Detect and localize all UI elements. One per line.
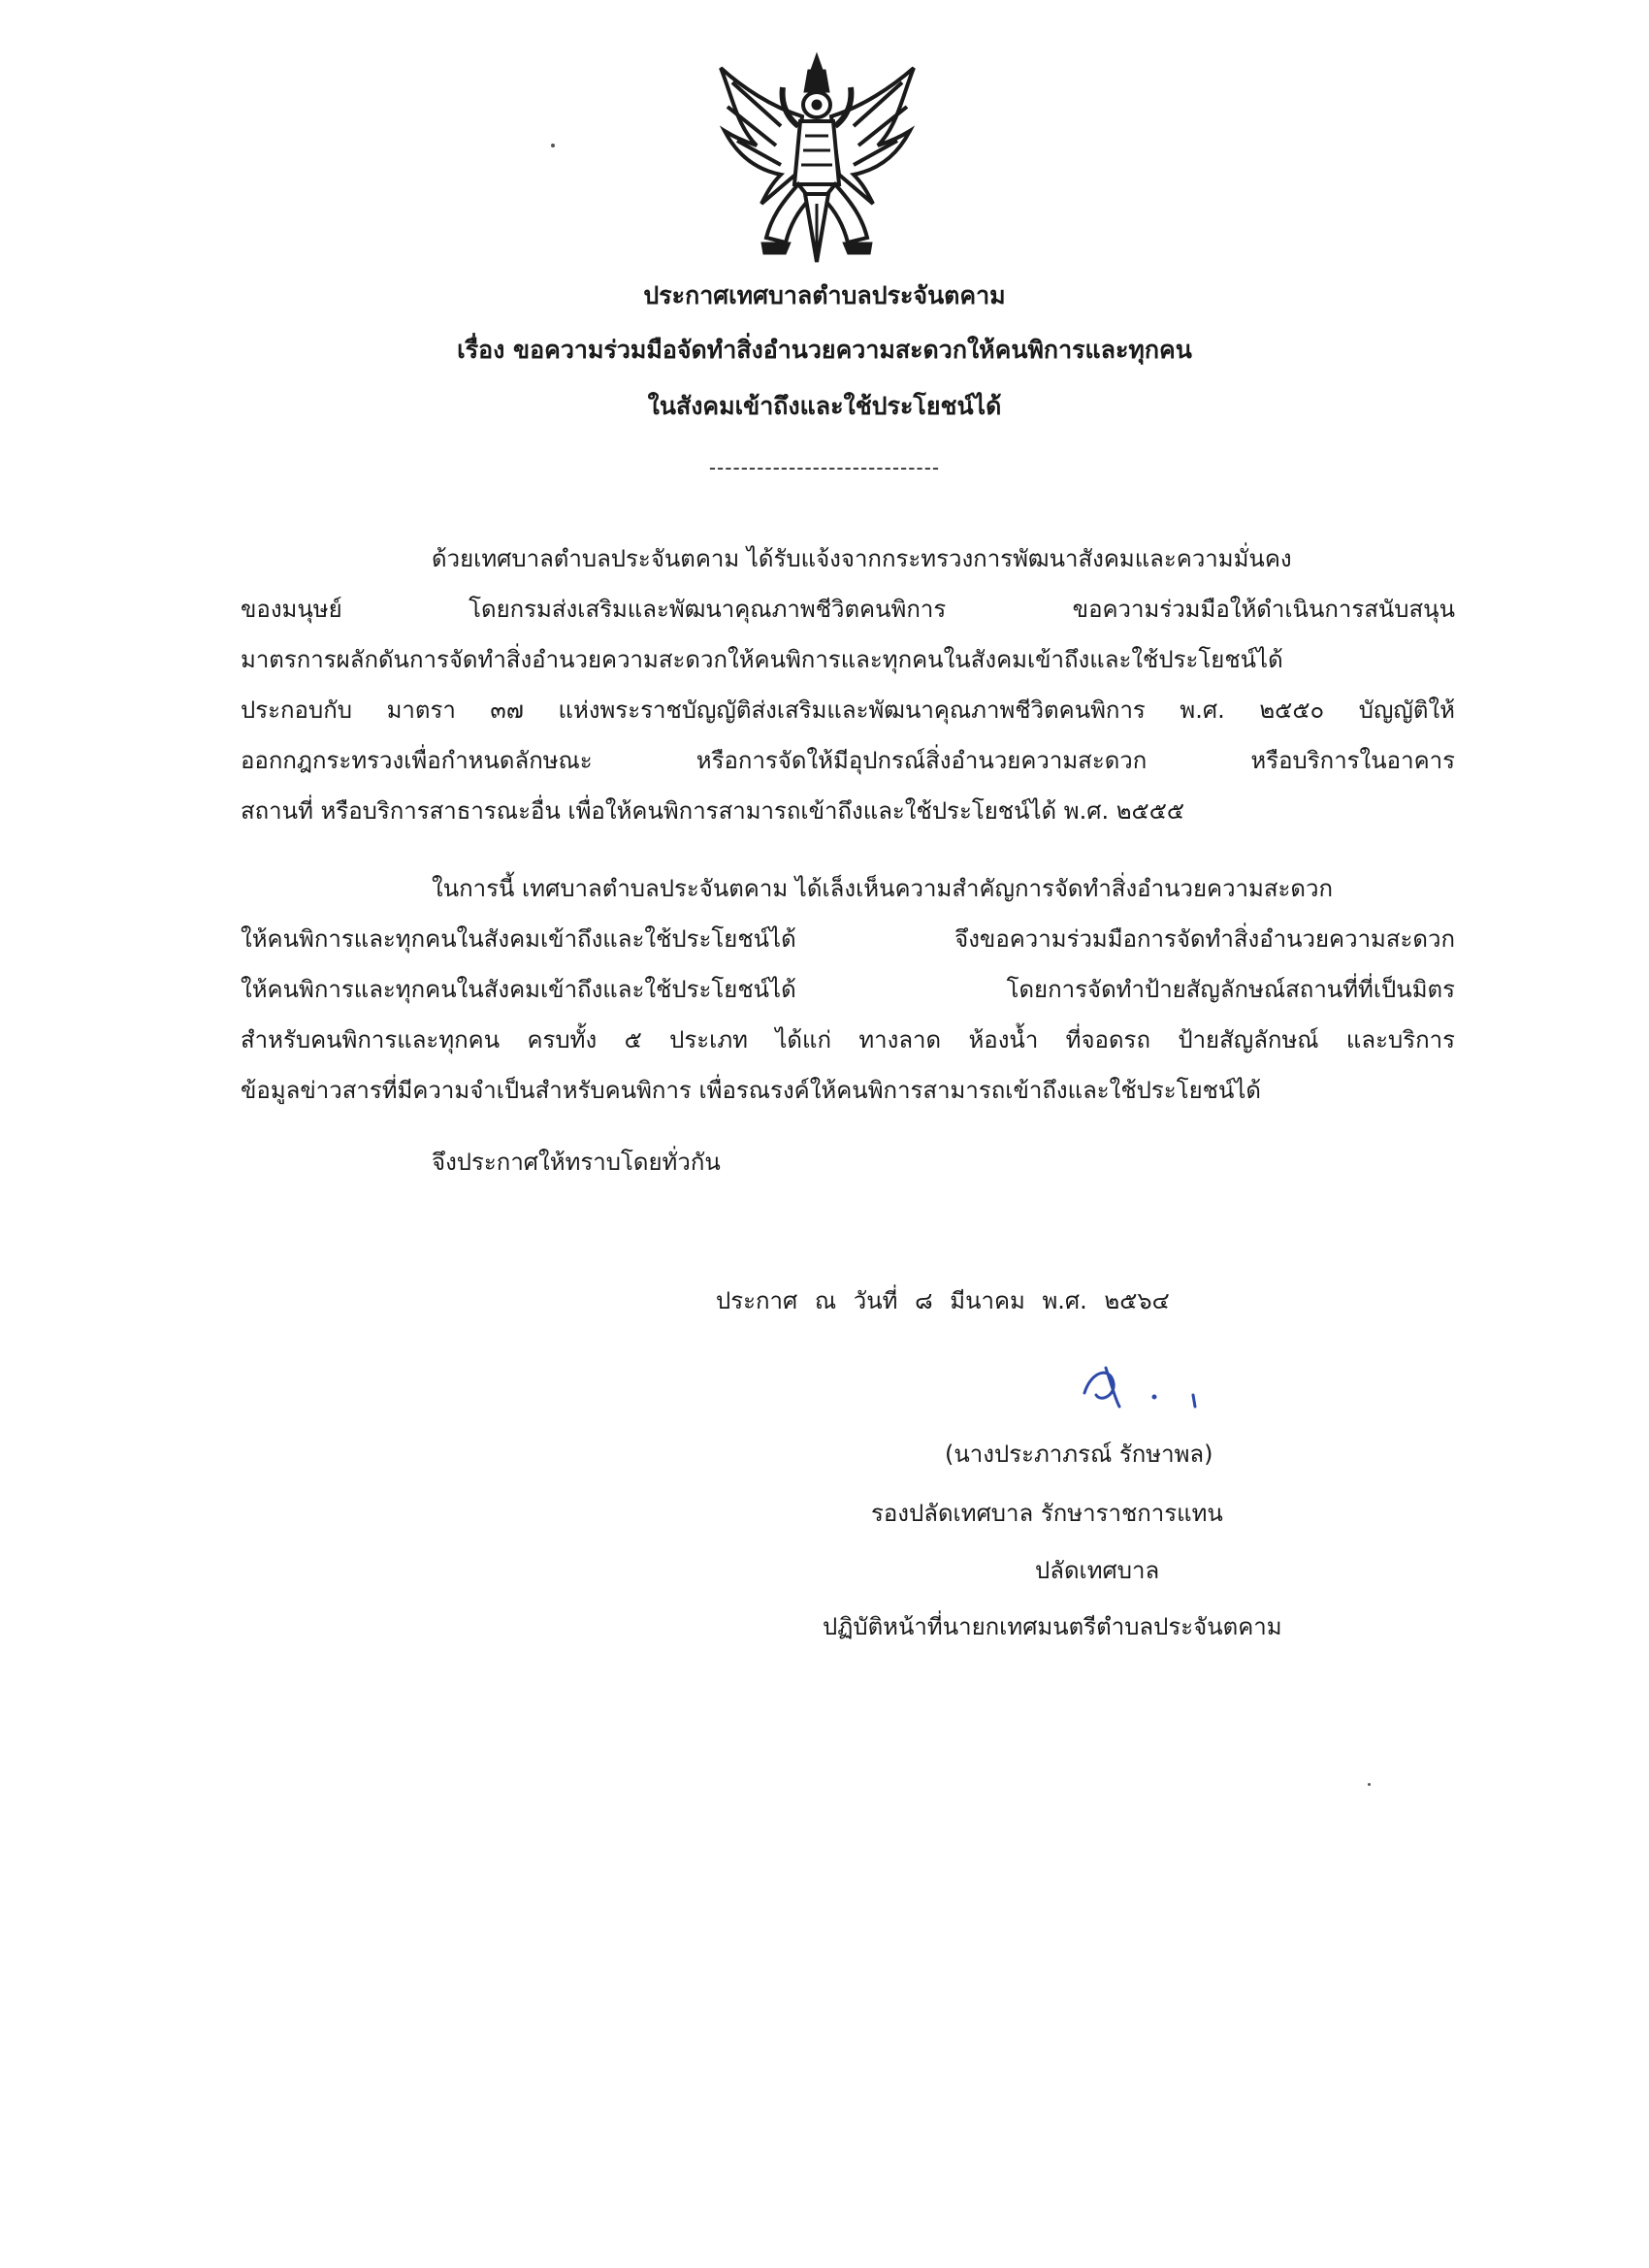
paragraph-1 (241, 534, 1455, 836)
signatory-position: รองปลัดเทศบาล รักษาราชการแทน (871, 1500, 1223, 1527)
signatory-name: (นางประภาภรณ์ รักษาพล) (945, 1441, 1213, 1468)
paragraph-line: ออกกฎกระทรวงเพื่อกำหนดลักษณะ หรือการจัดให้มีอุปกรณ์สิ่งอำนวยความสะดวก หรือบริการในอาคาร (241, 747, 1455, 774)
closing-line: จึงประกาศให้ทราบโดยทั่วกัน (432, 1149, 721, 1176)
announcement-subject: เรื่อง ขอความร่วมมือจัดทำสิ่งอำนวยความสะดวกให้คนพิการและทุกคน (457, 336, 1192, 364)
paragraph-2 (241, 863, 1455, 1116)
scan-speck (551, 144, 555, 147)
paragraph-line: ให้คนพิการและทุกคนในสังคมเข้าถึงและใช้ประโยชน์ได้ จึงขอความร่วมมือการจัดทำสิ่งอำนวยความสะดวก (241, 925, 1455, 953)
scan-speck (1368, 1783, 1371, 1786)
signatory-position: ปฏิบัติหน้าที่นายกเทศมนตรีตำบลประจันตคาม (823, 1613, 1282, 1640)
signatory-position: ปลัดเทศบาล (1035, 1557, 1160, 1584)
paragraph-line: ด้วยเทศบาลตำบลประจันตคาม ได้รับแจ้งจากกระทรวงการพัฒนาสังคมและความมั่นคง (432, 545, 1292, 572)
paragraph-line: ในการนี้ เทศบาลตำบลประจันตคาม ได้เล็งเห็นความสำคัญการจัดทำสิ่งอำนวยความสะดวก (432, 875, 1333, 902)
announcement-subject-continued: ในสังคมเข้าถึงและใช้ประโยชน์ได้ (647, 392, 1002, 420)
paragraph-line: มาตรการผลักดันการจัดทำสิ่งอำนวยความสะดวกให้คนพิการและทุกคนในสังคมเข้าถึงและใช้ประโยชน์ได้ (241, 646, 1283, 673)
garuda-emblem-icon (713, 49, 922, 267)
title-divider: ----------------------------- (708, 456, 941, 479)
paragraph-line: สถานที่ หรือบริการสาธารณะอื่น เพื่อให้คนพิการสามารถเข้าถึงและใช้ประโยชน์ได้ พ.ศ. ๒๕๕๕ (241, 797, 1185, 825)
paragraph-line: ให้คนพิการและทุกคนในสังคมเข้าถึงและใช้ประโยชน์ได้ โดยการจัดทำป้ายสัญลักษณ์สถานที่ที่เป็นมิตร (241, 976, 1455, 1003)
announcement-title: ประกาศเทศบาลตำบลประจันตคาม (643, 281, 1006, 309)
announcement-date: ประกาศ ณ วันที่ ๘ มีนาคม พ.ศ. ๒๕๖๔ (716, 1287, 1170, 1314)
paragraph-3 (241, 1137, 1455, 1187)
handwritten-signature (1077, 1356, 1222, 1414)
paragraph-line: ประกอบกับ มาตรา ๓๗ แห่งพระราชบัญญัติส่งเสริมและพัฒนาคุณภาพชีวิตคนพิการ พ.ศ. ๒๕๕๐ บัญญัติให้ (241, 697, 1455, 724)
paragraph-line: ของมนุษย์ โดยกรมส่งเสริมและพัฒนาคุณภาพชีวิตคนพิการ ขอความร่วมมือให้ดำเนินการสนับสนุน (241, 596, 1455, 623)
paragraph-line: สำหรับคนพิการและทุกคน ครบทั้ง ๕ ประเภท ได้แก่ ทางลาด ห้องน้ำ ที่จอดรถ ป้ายสัญลักษณ์ และบริการ (241, 1026, 1455, 1053)
paragraph-line: ข้อมูลข่าวสารที่มีความจำเป็นสำหรับคนพิการ เพื่อรณรงค์ให้คนพิการสามารถเข้าถึงและใช้ประโยชน์ได้ (241, 1077, 1262, 1104)
